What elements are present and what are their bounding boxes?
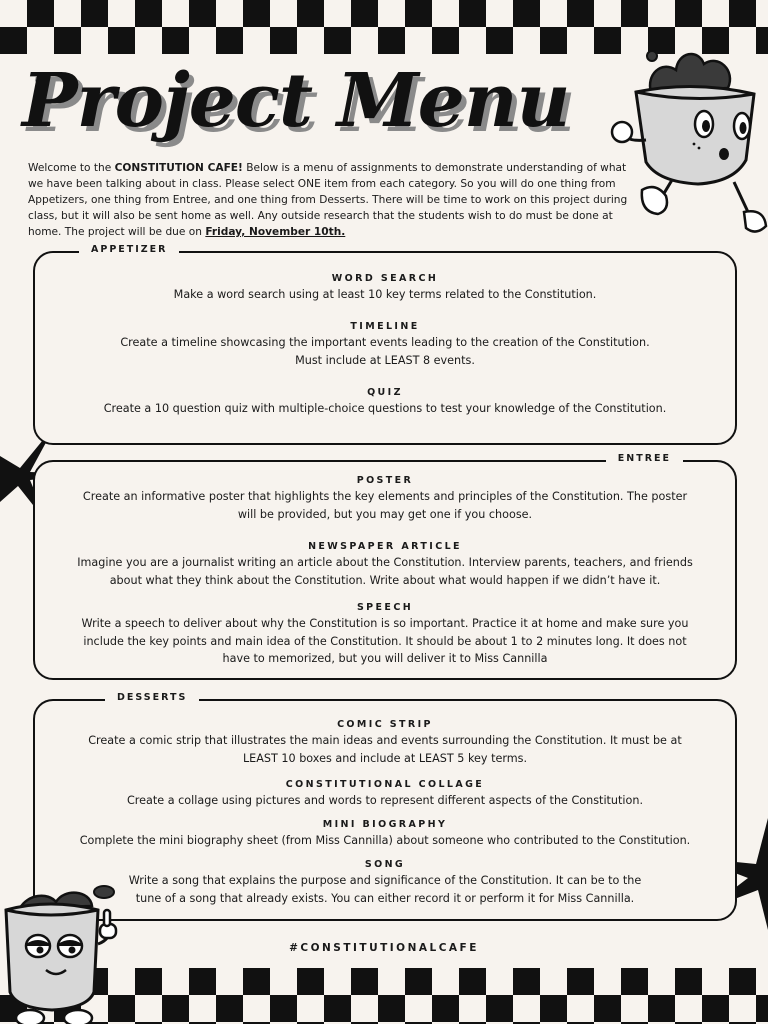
menu-item	[35, 601, 735, 668]
item-description: Make a word search using at least 10 key terms related to the Constitution.	[173, 288, 597, 301]
item-title: NEWSPAPER ARTICLE	[308, 541, 462, 552]
item-description: Write a speech to deliver about why the Constitution is so important. Practice it at home and make sure you	[81, 617, 689, 630]
item-description: Imagine you are a journalist writing an article about the Constitution. Interview parents, teachers, and friends	[77, 556, 693, 569]
item-description: Create a timeline showcasing the important events leading to the creation of the Constitution.	[120, 336, 650, 349]
menu-item	[35, 540, 735, 589]
cafe-name: CONSTITUTION CAFE!	[114, 162, 243, 174]
item-title: SPEECH	[356, 602, 414, 613]
item-description: Create an informative poster that highlights the key elements and principles of the Constitution. The poster	[82, 490, 688, 503]
item-description: about what they think about the Constitution. Write about what would happen if we didn’t have it.	[109, 573, 661, 587]
item-title: MINI BIOGRAPHY	[322, 819, 448, 830]
item-description: tune of a song that already exists. You can either record it or perform it for Miss Cannilla.	[135, 891, 635, 905]
page-title: Project Menu	[22, 58, 570, 144]
item-title: POSTER	[356, 475, 414, 486]
item-description: Complete the mini biography sheet (from Miss Cannilla) about someone who contributed to the Constitution.	[79, 834, 691, 847]
item-description: Create a collage using pictures and words to represent different aspects of the Constitution.	[126, 794, 644, 807]
desserts-section	[33, 692, 737, 921]
entree-section	[33, 453, 737, 680]
item-title: QUIZ	[367, 387, 403, 398]
intro-text-start: Welcome to the	[28, 162, 115, 174]
item-description: Must include at LEAST 8 events.	[295, 353, 475, 367]
item-title: COMIC STRIP	[337, 719, 433, 730]
menu-item	[35, 386, 735, 418]
due-date: Friday, November 10th.	[205, 226, 346, 238]
section-label-desserts: DESSERTS	[105, 692, 199, 703]
section-label-entree: ENTREE	[606, 453, 683, 464]
appetizer-section	[33, 244, 737, 445]
cartoon-mug-mascot-icon	[0, 880, 130, 1024]
menu-item	[35, 272, 735, 304]
item-title: SONG	[364, 859, 406, 870]
item-description: Create a comic strip that illustrates the main ideas and events surrounding the Constitution. It must be at	[88, 734, 682, 747]
intro-text-body: Below is a menu of assignments to demonstrate understanding of what we have been talking about in class. Please select ONE item from each category. So you will do one thing from Appetizers, one thing from Entree, and one thing from Desserts. There will be time to work on this project during class, but it will also be sent home as well. Any outside research that the students wish to do must be done at home. The project will be due on	[28, 162, 628, 238]
item-title: WORD SEARCH	[331, 273, 439, 284]
menu-item	[35, 818, 735, 850]
item-description: Write a song that explains the purpose and significance of the Constitution. It can be to the	[128, 874, 642, 887]
item-description: will be provided, but you may get one if you choose.	[237, 507, 533, 521]
menu-item	[35, 474, 735, 523]
menu-item	[35, 778, 735, 810]
menu-item	[35, 858, 735, 907]
hashtag-footer: #CONSTITUTIONALCAFE	[289, 942, 479, 954]
item-description: have to memorized, but you will deliver it to Miss Cannilla	[222, 652, 548, 665]
item-description: Create a 10 question quiz with multiple-choice questions to test your knowledge of the Constitution.	[103, 402, 667, 415]
item-title: TIMELINE	[350, 321, 420, 332]
menu-item	[35, 718, 735, 767]
intro-paragraph	[28, 160, 640, 240]
menu-item	[35, 320, 735, 369]
item-description: include the key points and main idea of the Constitution. It should be about 1 to 2 minutes long. It does not	[83, 634, 687, 648]
section-label-appetizer: APPETIZER	[79, 244, 179, 255]
item-description: LEAST 10 boxes and include at LEAST 5 key terms.	[242, 751, 528, 765]
item-title: CONSTITUTIONAL COLLAGE	[285, 779, 485, 790]
